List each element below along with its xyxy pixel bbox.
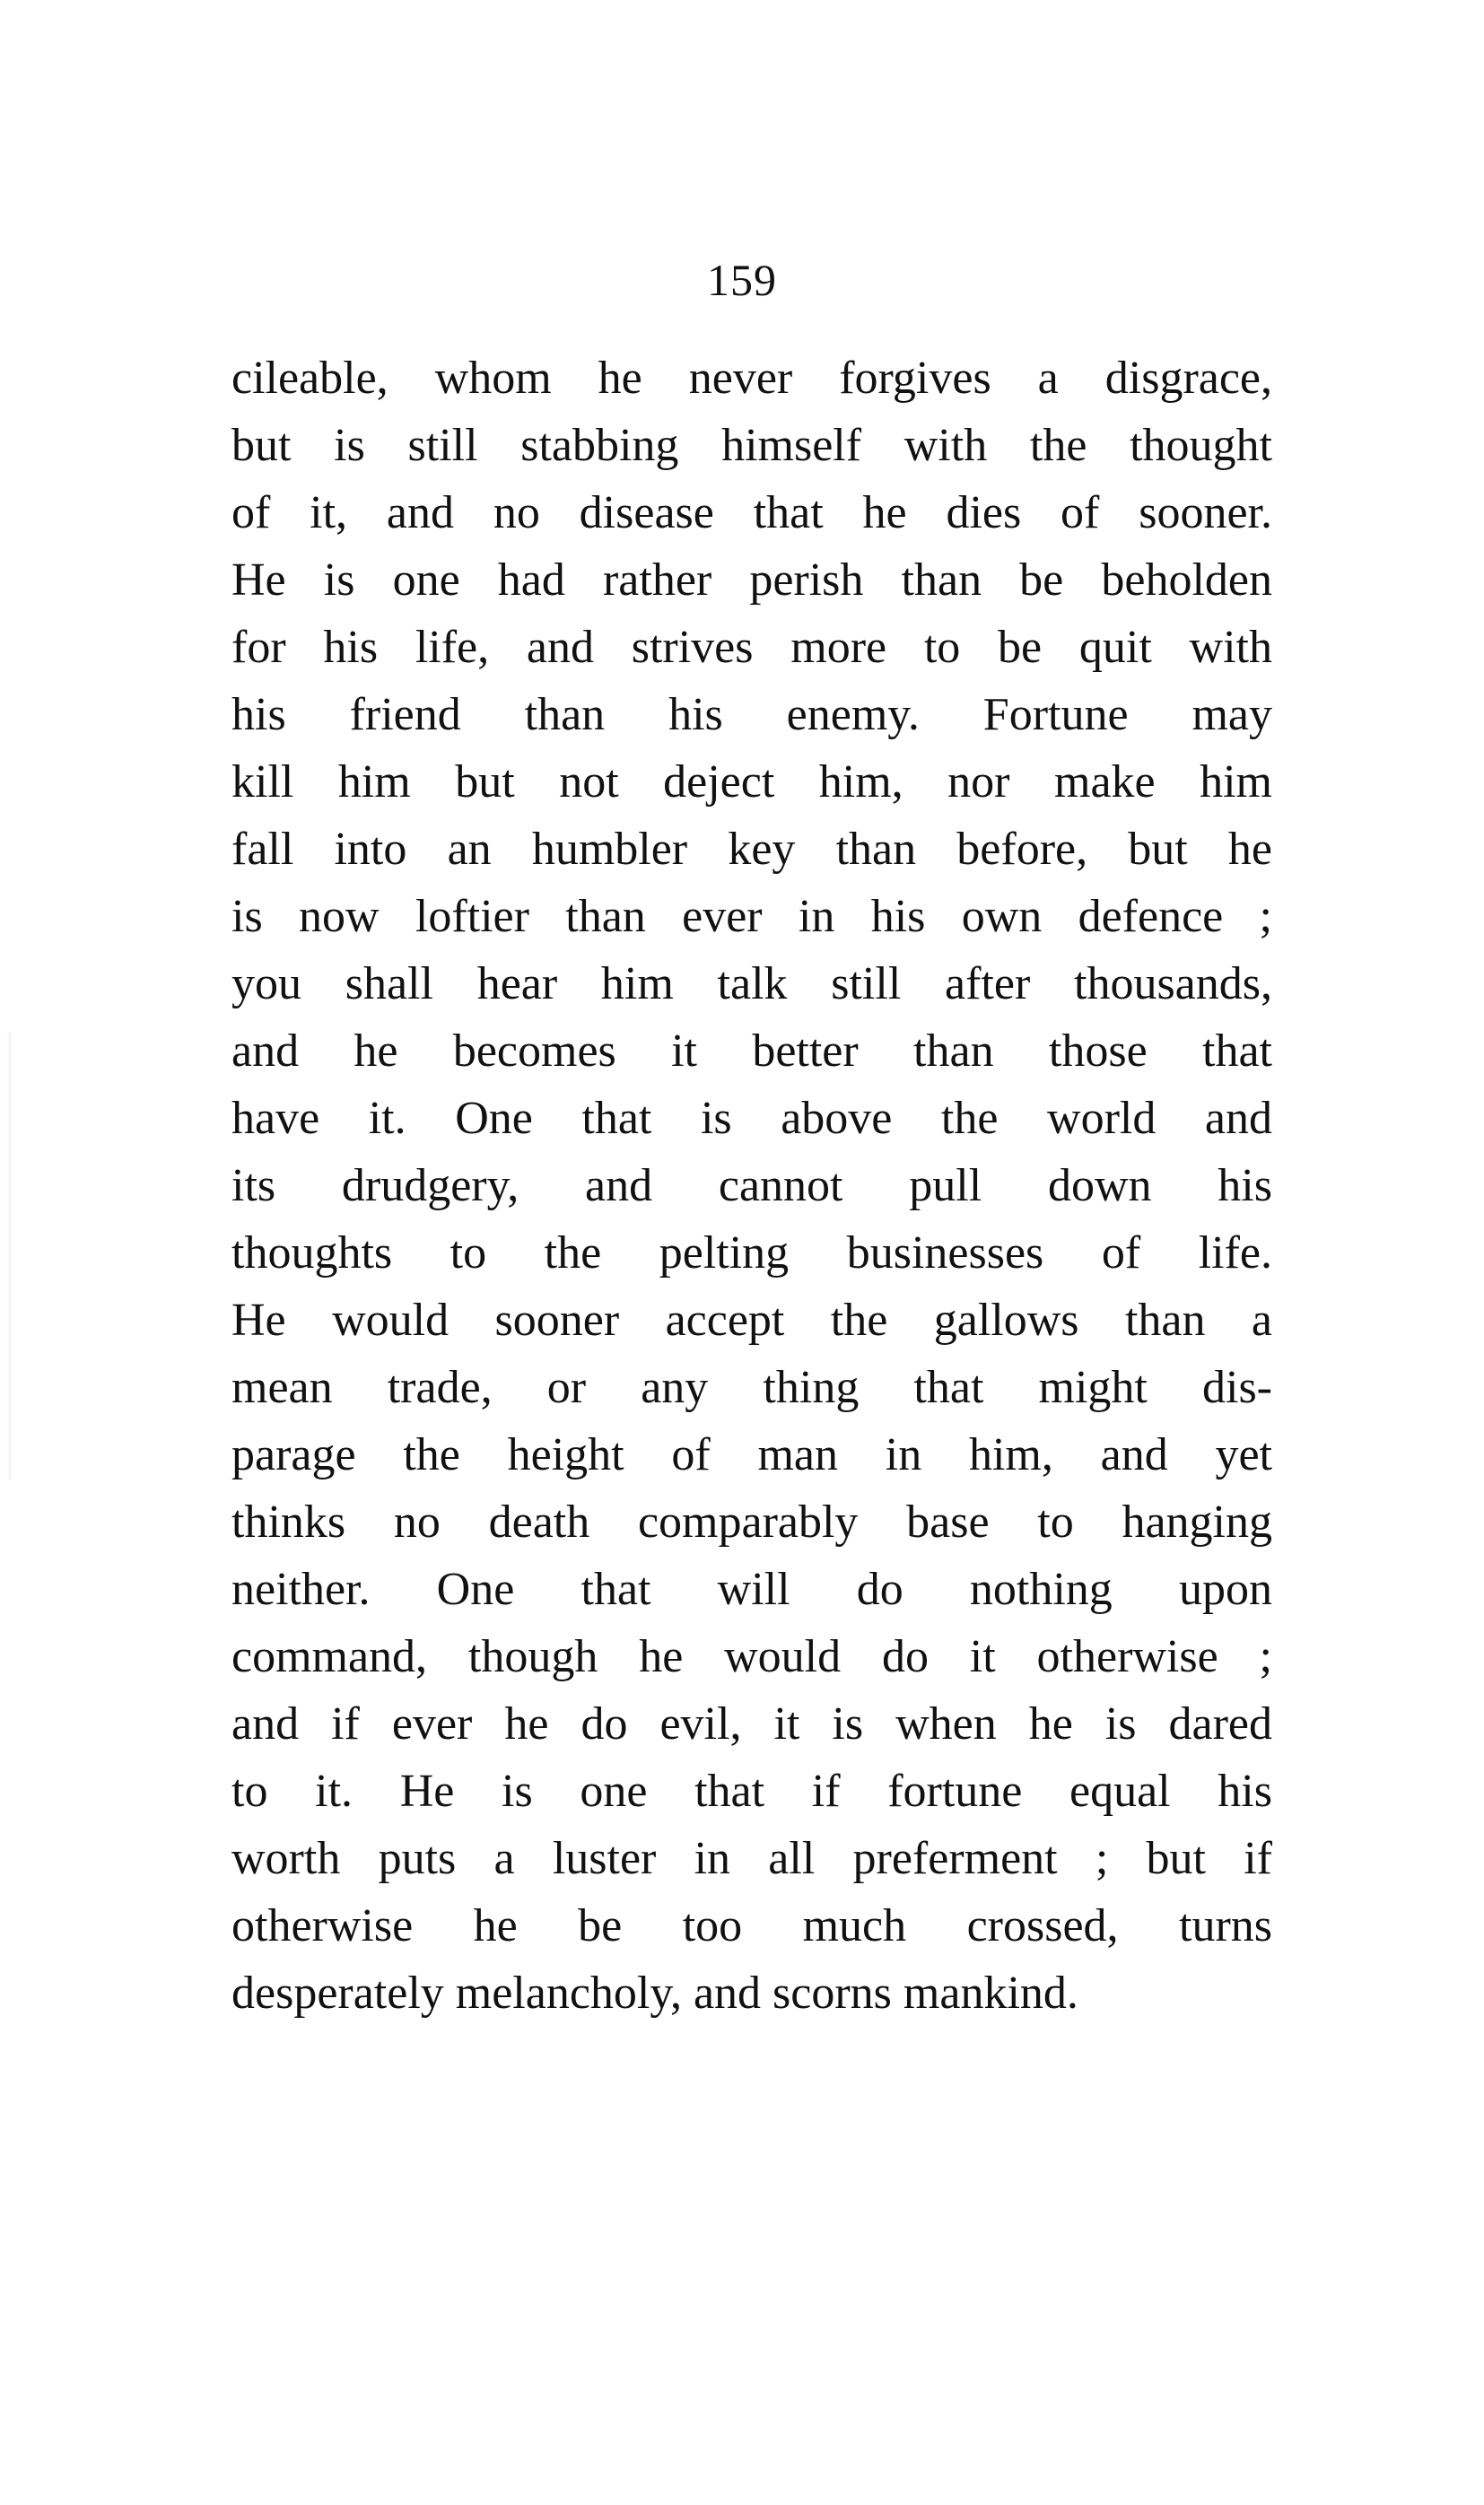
text-line: otherwise he be too much crossed, turns: [231, 1900, 1272, 1951]
gutter-shadow: [7, 1032, 13, 1480]
text-line: to it. He is one that if fortune equal his: [231, 1766, 1272, 1817]
text-line: command, though he would do it otherwise ;: [231, 1631, 1272, 1682]
text-line: fall into an humbler key than before, but he: [231, 824, 1272, 875]
text-line: his friend than his enemy. Fortune may: [231, 689, 1272, 740]
text-line: parage the height of man in him, and yet: [231, 1429, 1272, 1480]
page-number: 159: [707, 255, 777, 305]
text-line: have it. One that is above the world and: [231, 1093, 1272, 1144]
text-line: thoughts to the pelting businesses of life.: [231, 1227, 1272, 1279]
text-line: for his life, and strives more to be quit with: [231, 622, 1272, 673]
text-line: He is one had rather perish than be beholden: [231, 554, 1272, 606]
text-line: neither. One that will do nothing upon: [231, 1564, 1272, 1615]
text-line: mean trade, or any thing that might dis-: [231, 1362, 1272, 1413]
text-line: is now loftier than ever in his own defence ;: [231, 891, 1272, 942]
text-line: kill him but not deject him, nor make him: [231, 756, 1272, 807]
text-line: cileable, whom he never forgives a disgrace,: [231, 353, 1272, 404]
text-line: worth puts a luster in all preferment ; but if: [231, 1833, 1272, 1884]
text-line: thinks no death comparably base to hanging: [231, 1497, 1272, 1548]
text-line: you shall hear him talk still after thousands,: [231, 958, 1272, 1009]
text-line: He would sooner accept the gallows than a: [231, 1295, 1272, 1346]
text-line: and he becomes it better than those that: [231, 1026, 1272, 1077]
text-line: and if ever he do evil, it is when he is dared: [231, 1698, 1272, 1750]
text-line: of it, and no disease that he dies of sooner.: [231, 487, 1272, 538]
text-line: but is still stabbing himself with the thought: [231, 420, 1272, 471]
text-line: desperately melancholy, and scorns mankind.: [231, 1968, 1078, 2019]
body-text: [231, 345, 1272, 2027]
text-line: its drudgery, and cannot pull down his: [231, 1160, 1272, 1211]
